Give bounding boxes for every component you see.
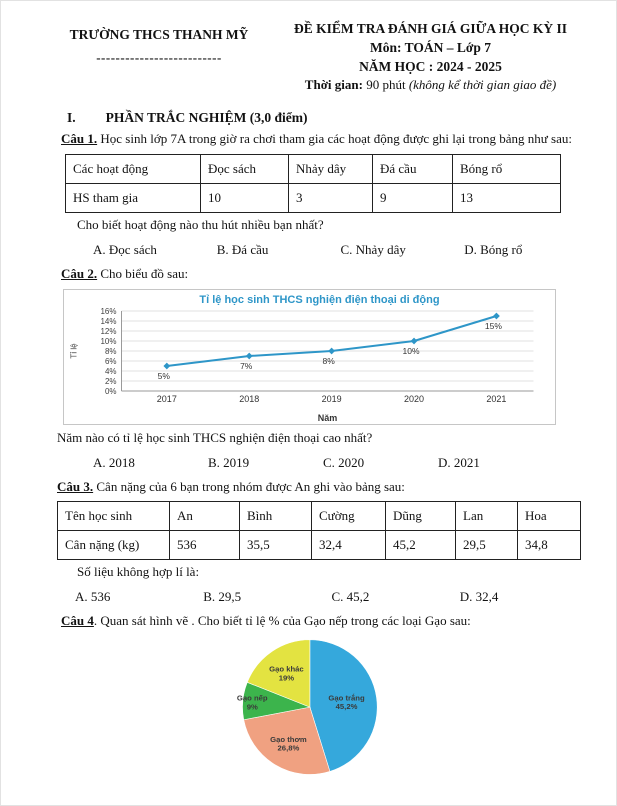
table-row xyxy=(58,502,581,531)
table-row xyxy=(58,531,581,560)
svg-text:16%: 16% xyxy=(100,307,117,317)
svg-text:Gạo khác: Gạo khác xyxy=(269,664,304,674)
table-cell: 536 xyxy=(170,531,240,560)
table-cell: 29,5 xyxy=(456,531,518,560)
table-cell: 10 xyxy=(201,183,289,212)
option-a: A. 2018 xyxy=(93,455,135,471)
table-cell: Dũng xyxy=(386,502,456,531)
question-2-intro xyxy=(61,265,588,284)
exam-time xyxy=(273,76,588,94)
svg-text:19%: 19% xyxy=(278,673,295,683)
svg-text:2017: 2017 xyxy=(156,394,177,405)
svg-text:2020: 2020 xyxy=(404,394,425,405)
time-value: 90 phút xyxy=(362,77,409,93)
option-b: B. 2019 xyxy=(208,455,250,471)
option-c: C. Nhảy dây xyxy=(340,241,406,257)
table-cell: 35,5 xyxy=(240,531,312,560)
table-cell: Cường xyxy=(312,502,386,531)
question-2-options xyxy=(93,455,588,471)
option-d: D. 32,4 xyxy=(459,588,499,604)
table-cell: 9 xyxy=(373,183,453,212)
table-cell: Bóng rổ xyxy=(453,154,561,183)
svg-text:45,2%: 45,2% xyxy=(335,702,358,712)
svg-text:Tỉ lệ học sinh THCS nghiện điệ: Tỉ lệ học sinh THCS nghiện điện thoại di động xyxy=(199,294,440,307)
svg-text:4%: 4% xyxy=(104,367,117,377)
section-numeral: I. xyxy=(67,109,76,125)
weights-table xyxy=(57,501,581,560)
svg-text:Gạo trắng: Gạo trắng xyxy=(328,693,365,703)
line-chart-figure xyxy=(63,289,556,425)
svg-text:26,8%: 26,8% xyxy=(277,743,300,753)
table-cell: Tên học sinh xyxy=(58,502,170,531)
svg-text:10%: 10% xyxy=(100,337,117,347)
table-cell: Đọc sách xyxy=(201,154,289,183)
line-chart xyxy=(65,291,550,423)
question-3-intro xyxy=(57,478,588,497)
svg-text:15%: 15% xyxy=(484,321,502,332)
question-3-label: Câu 3. xyxy=(57,479,94,495)
svg-text:2021: 2021 xyxy=(486,394,507,405)
pie-chart-figure xyxy=(195,634,425,786)
table-cell: 3 xyxy=(289,183,373,212)
table-cell: Đá cầu xyxy=(373,154,453,183)
table-cell: Bình xyxy=(240,502,312,531)
question-1-options xyxy=(93,242,588,258)
svg-text:2019: 2019 xyxy=(321,394,342,405)
time-note: (không kể thời gian giao đề) xyxy=(408,77,557,93)
table-row xyxy=(66,183,561,212)
question-1-intro xyxy=(61,130,588,149)
svg-text:Gạo nếp: Gạo nếp xyxy=(236,693,268,703)
table-cell: Hoa xyxy=(518,502,581,531)
svg-text:6%: 6% xyxy=(104,357,117,367)
question-3-text: Cân nặng của 6 bạn trong nhóm được An ghi vào bảng sau: xyxy=(93,479,405,495)
question-2-label: Câu 2. xyxy=(61,265,98,281)
svg-text:8%: 8% xyxy=(322,356,335,367)
option-b: B. 29,5 xyxy=(203,588,242,604)
svg-text:7%: 7% xyxy=(240,361,253,372)
option-d: D. Bóng rổ xyxy=(464,241,523,257)
question-3-options xyxy=(75,589,588,605)
exam-title-block xyxy=(273,19,588,95)
document-header xyxy=(45,19,588,95)
table-cell: 45,2 xyxy=(386,531,456,560)
option-a: A. Đọc sách xyxy=(93,241,157,257)
question-1-prompt: Cho biết hoạt động nào thu hút nhiều bạn nhất? xyxy=(77,216,324,232)
svg-text:2018: 2018 xyxy=(239,394,260,405)
svg-text:9%: 9% xyxy=(246,702,258,712)
exam-title: ĐỀ KIỂM TRA ĐÁNH GIÁ GIỮA HỌC KỲ II xyxy=(293,21,568,36)
table-cell: Nhảy dây xyxy=(289,154,373,183)
school-name: TRƯỜNG THCS THANH MỸ xyxy=(69,27,249,42)
svg-text:Tỉ lệ: Tỉ lệ xyxy=(69,343,79,360)
svg-text:5%: 5% xyxy=(157,371,170,382)
exam-year: NĂM HỌC : 2024 - 2025 xyxy=(359,59,502,75)
exam-subject: Môn: TOÁN – Lớp 7 xyxy=(370,40,491,56)
question-4-intro xyxy=(61,612,588,631)
svg-text:Năm: Năm xyxy=(317,413,338,424)
section-title: PHẦN TRẮC NGHIỆM (3,0 điểm) xyxy=(105,109,308,125)
option-d: D. 2021 xyxy=(438,455,480,471)
table-cell: 13 xyxy=(453,183,561,212)
pie-chart xyxy=(195,634,419,786)
svg-text:14%: 14% xyxy=(100,317,117,327)
school-block xyxy=(45,19,273,95)
table-cell: 34,8 xyxy=(518,531,581,560)
question-1-label: Câu 1. xyxy=(61,130,98,146)
question-2-text: Cho biểu đồ sau: xyxy=(97,265,189,281)
question-1-text: Học sinh lớp 7A trong giờ ra chơi tham gia các hoạt động được ghi lại trong bảng như sau: xyxy=(97,130,572,146)
question-4-label: Câu 4 xyxy=(61,612,94,628)
svg-text:Gạo thơm: Gạo thơm xyxy=(270,734,307,744)
option-c: C. 45,2 xyxy=(331,588,370,604)
table-cell: HS tham gia xyxy=(66,183,201,212)
svg-text:2%: 2% xyxy=(104,377,117,387)
svg-text:10%: 10% xyxy=(402,346,420,357)
option-a: A. 536 xyxy=(75,588,111,604)
time-label: Thời gian: xyxy=(304,77,363,93)
table-cell: Các hoạt động xyxy=(66,154,201,183)
table-cell: Lan xyxy=(456,502,518,531)
svg-text:0%: 0% xyxy=(104,387,117,397)
divider-dashes: -------------------------- xyxy=(96,50,222,65)
table-row xyxy=(66,154,561,183)
svg-text:8%: 8% xyxy=(104,347,117,357)
activities-table xyxy=(65,154,561,213)
section-1-heading xyxy=(67,110,588,126)
question-4-text: . Quan sát hình vẽ . Cho biết tỉ lệ % của Gạo nếp trong các loại Gạo sau: xyxy=(93,612,471,628)
table-cell: An xyxy=(170,502,240,531)
question-3-prompt: Số liệu không hợp lí là: xyxy=(77,564,200,580)
svg-text:12%: 12% xyxy=(100,327,117,337)
question-2-prompt: Năm nào có tỉ lệ học sinh THCS nghiện điện thoại cao nhất? xyxy=(57,430,373,446)
option-b: B. Đá cầu xyxy=(216,241,269,257)
table-cell: 32,4 xyxy=(312,531,386,560)
option-c: C. 2020 xyxy=(323,455,365,471)
table-cell: Cân nặng (kg) xyxy=(58,531,170,560)
